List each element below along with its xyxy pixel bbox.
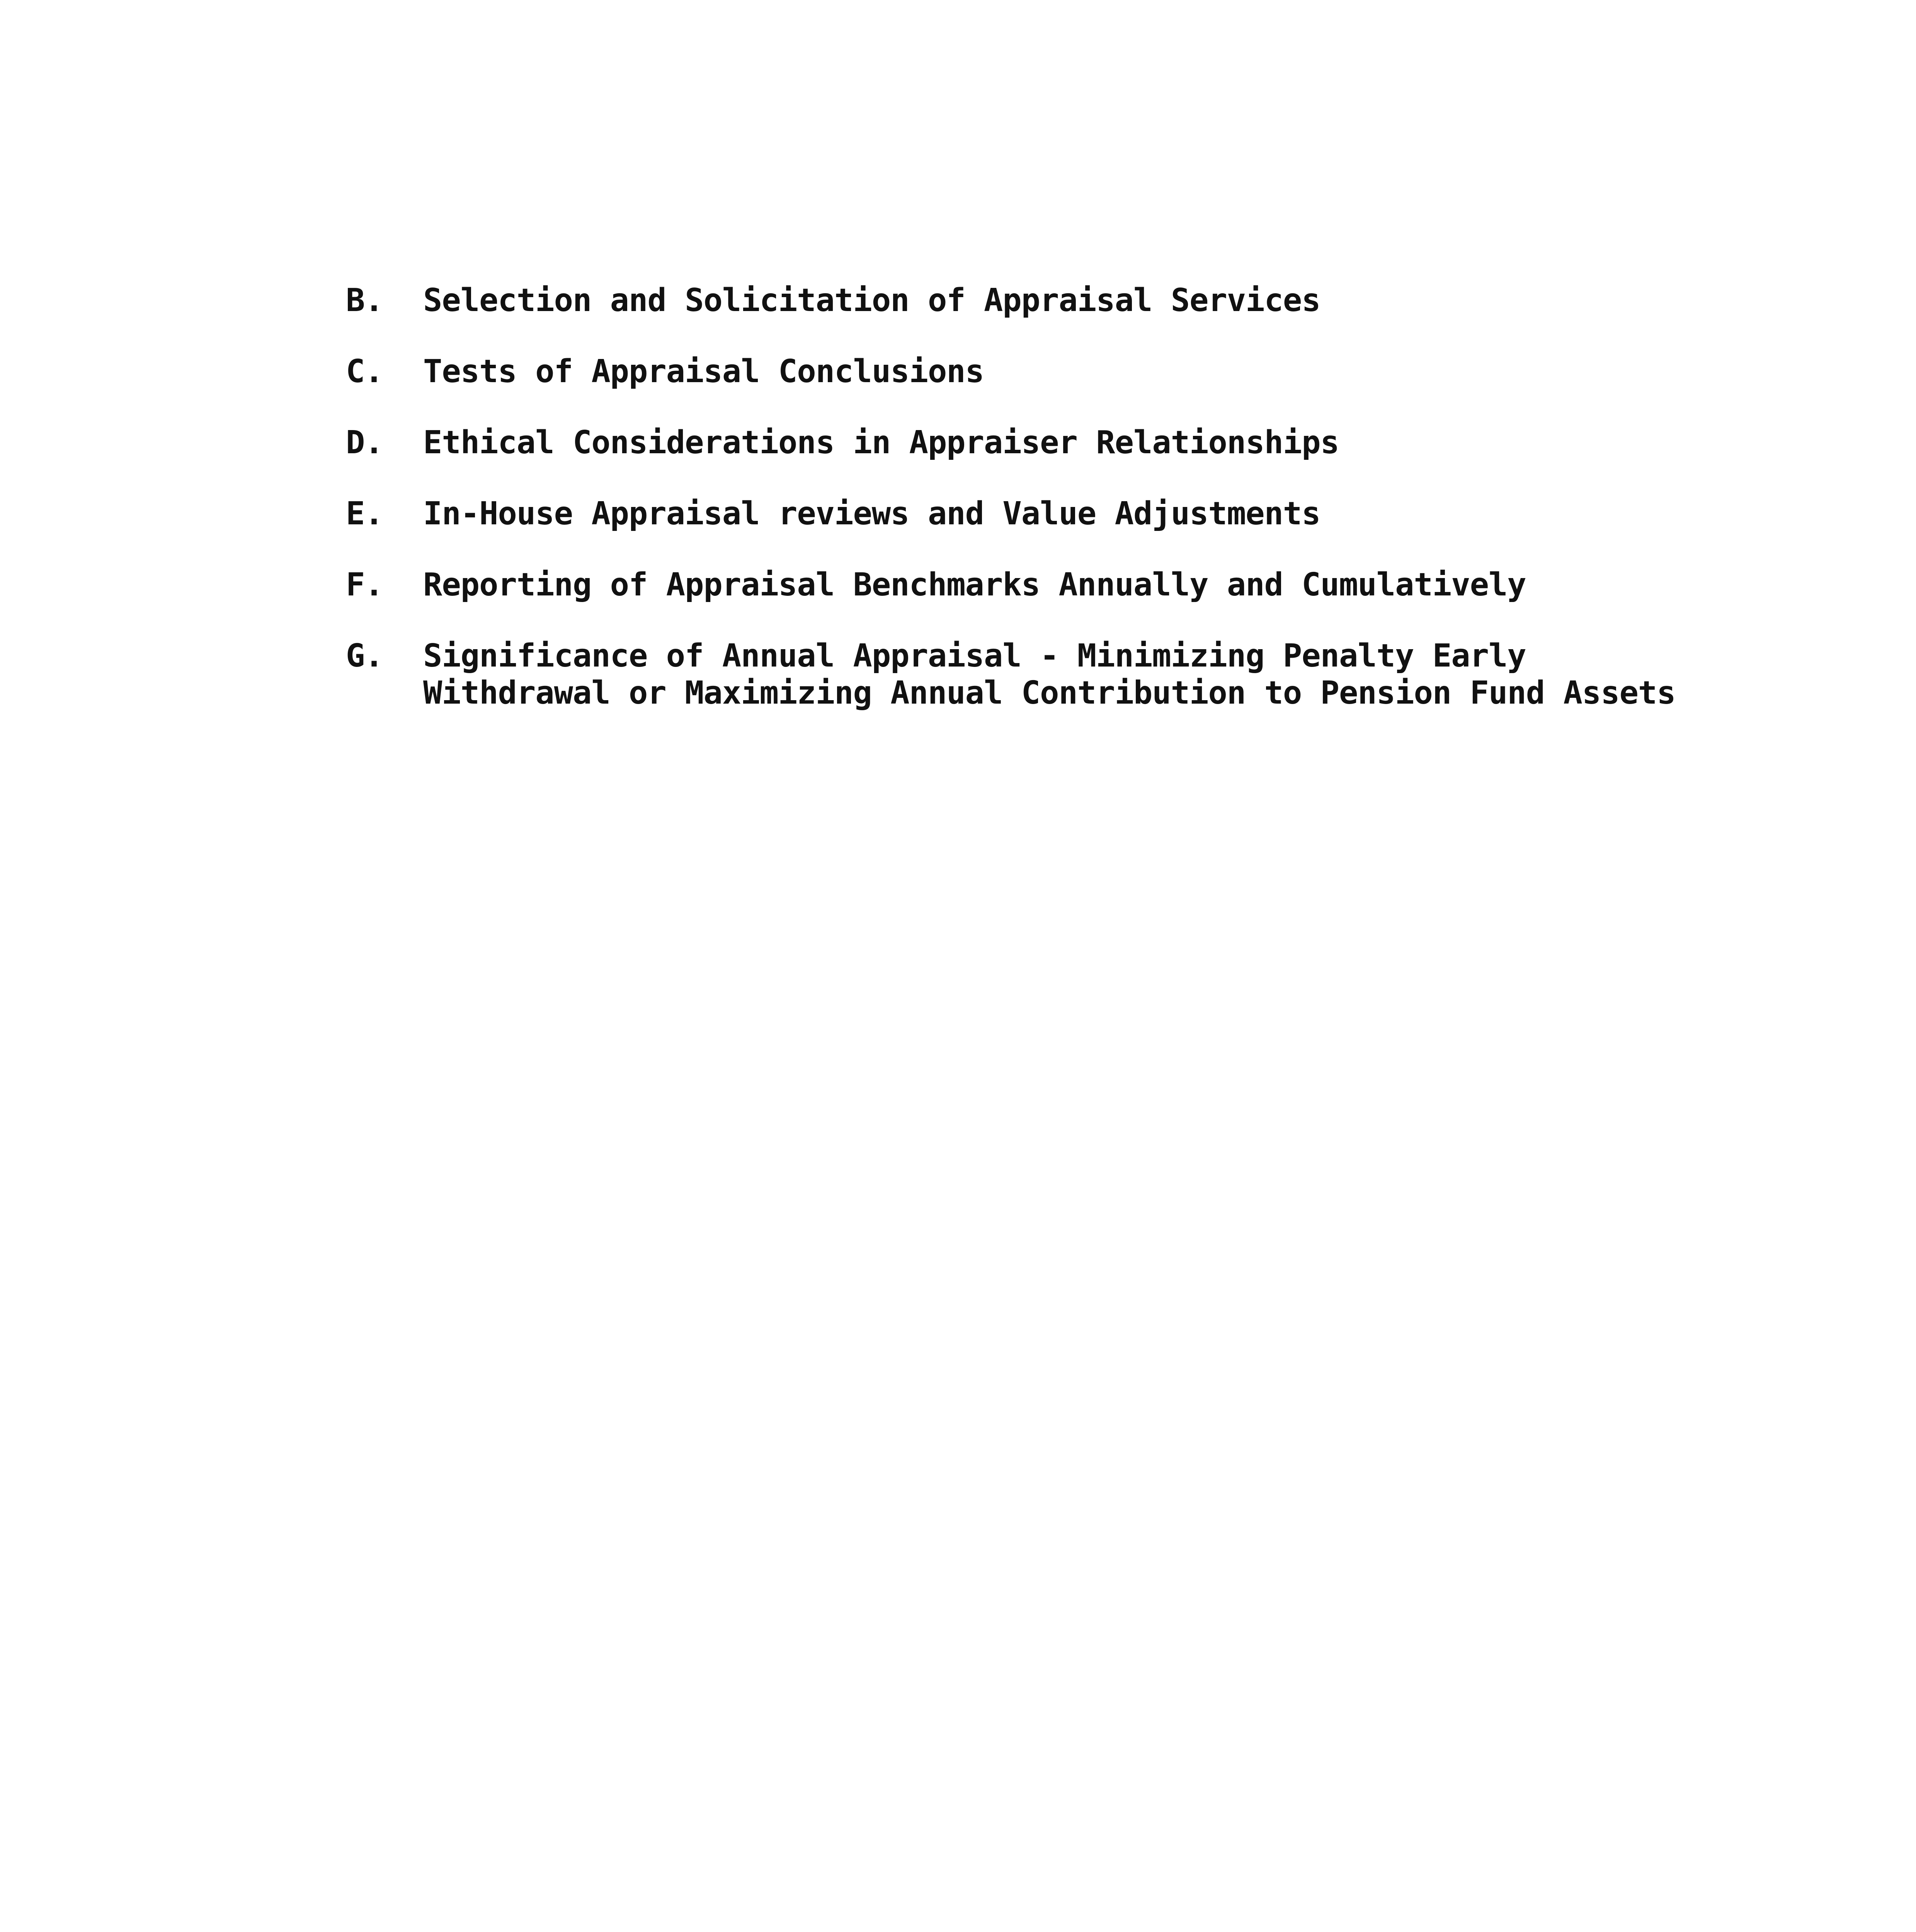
outline-item-d (346, 424, 1776, 461)
item-text: Tests of Appraisal Conclusions (423, 353, 984, 390)
outline-item-b (346, 282, 1776, 319)
item-letter: G. (346, 638, 383, 674)
item-text: In-House Appraisal reviews and Value Adjustments (423, 495, 1320, 532)
outline-item-g (346, 638, 1776, 712)
item-letter: B. (346, 282, 383, 319)
item-letter: E. (346, 495, 383, 532)
outline-item-c (346, 353, 1776, 390)
outline-item-f (346, 566, 1776, 604)
item-text: Significance of Annual Appraisal - Minimizing Penalty Early Withdrawal or Maximizing Annual Contribution to Pension Fund Assets (423, 638, 1676, 711)
item-text: Selection and Solicitation of Appraisal Services (423, 282, 1320, 319)
item-letter: C. (346, 353, 383, 390)
item-letter: D. (346, 424, 383, 461)
item-letter: F. (346, 566, 383, 603)
item-text: Ethical Considerations in Appraiser Relationships (423, 424, 1339, 461)
outline-list (346, 282, 1776, 746)
item-text: Reporting of Appraisal Benchmarks Annually and Cumulatively (423, 566, 1526, 603)
outline-item-e (346, 495, 1776, 532)
